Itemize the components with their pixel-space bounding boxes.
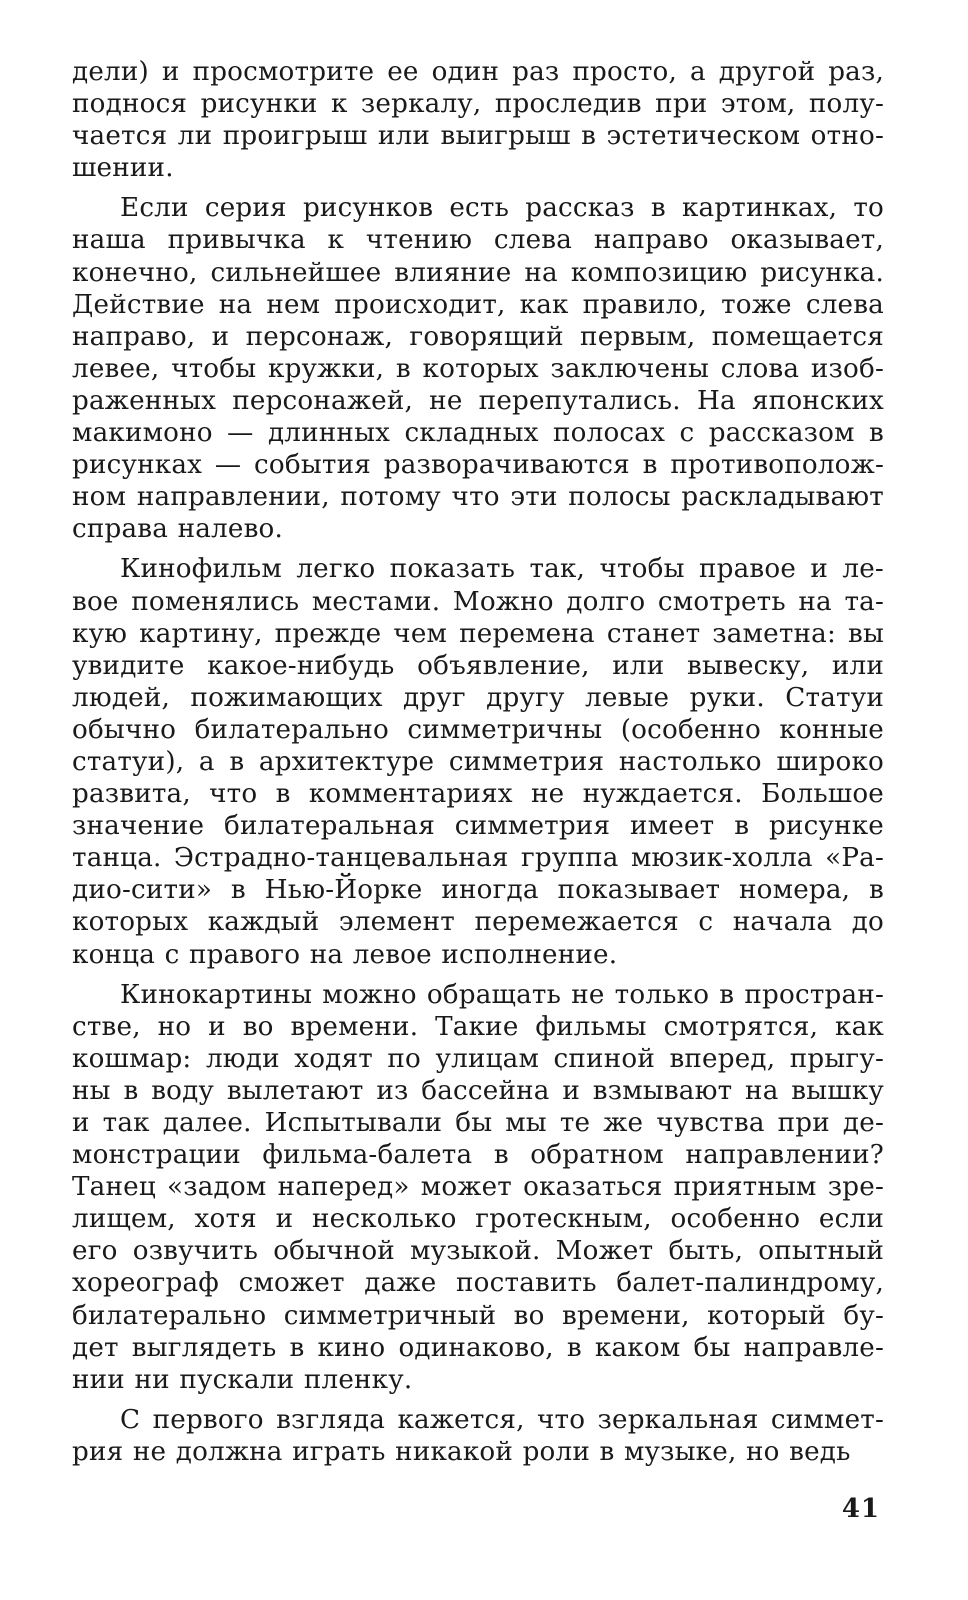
paragraph-gap <box>72 545 884 553</box>
text-line: Танец «задом наперед» может оказаться приятным зре- <box>72 1172 884 1203</box>
paragraph-gap <box>72 184 884 192</box>
text-line: чается ли проигрыш или выигрыш в эстетическом отно- <box>72 121 884 152</box>
text-line: наша привычка к чтению слева направо оказывает, <box>72 225 884 256</box>
text-line: ном направлении, потому что эти полосы раскладывают <box>72 482 884 513</box>
text-line: дет выглядеть в кино одинаково, в каком бы направле- <box>72 1332 884 1363</box>
text-line: раженных персонажей, не перепутались. На японских <box>72 385 884 416</box>
text-line: вое поменялись местами. Можно долго смотреть на та- <box>72 586 884 617</box>
text-line: дели) и просмотрите ее один раз просто, а другой раз, <box>72 57 884 87</box>
text-line: хореограф сможет даже поставить балет-палиндрому, <box>72 1268 884 1299</box>
text-line: танца. Эстрадно-танцевальная группа мюзик-холла «Ра- <box>72 843 884 874</box>
paragraph-gap <box>72 971 884 979</box>
text-line: рисунках — события разворачиваются в противополож- <box>72 450 884 481</box>
book-page <box>72 56 884 1546</box>
text-line: монстрации фильма-балета в обратном направлении? <box>72 1140 884 1171</box>
text-line: людей, пожимающих друг другу левые руки. Статуи <box>72 682 884 713</box>
text-line: Если серия рисунков есть рассказ в картинках, то <box>120 193 884 224</box>
text-line: левее, чтобы кружки, в которых заключены слова изоб- <box>72 353 884 384</box>
text-line: кошмар: люди ходят по улицам спиной вперед, прыгу- <box>72 1043 884 1074</box>
paragraph <box>72 553 884 970</box>
text-line: С первого взгляда кажется, что зеркальная симмет- <box>120 1404 884 1435</box>
text-line: обычно билатерально симметричны (особенно конные <box>72 714 884 745</box>
text-line: рия не должна играть никакой роли в музыке, но ведь <box>72 1436 851 1467</box>
text-line: направо, и персонаж, говорящий первым, помещается <box>72 321 884 352</box>
text-line: кую картину, прежде чем перемена станет заметна: вы <box>72 618 884 649</box>
text-line: макимоно — длинных складных полосах с рассказом в <box>72 418 884 449</box>
text-line: Кинокартины можно обращать не только в простран- <box>120 979 884 1010</box>
text-line: лищем, хотя и несколько гротескным, особенно если <box>72 1204 884 1235</box>
text-line: шении. <box>72 153 174 184</box>
text-line: дио-сити» в Нью-Йорке иногда показывает номера, в <box>72 875 884 906</box>
text-line: значение билатеральная симметрия имеет в рисунке <box>72 811 884 842</box>
text-line: его озвучить обычной музыкой. Может быть, опытный <box>72 1236 884 1267</box>
page-number: 41 <box>841 1494 880 1524</box>
text-line: увидите какое-нибудь объявление, или вывеску, или <box>72 650 884 681</box>
text-line: конца с правого на левое исполнение. <box>72 939 618 970</box>
text-line: статуи), а в архитектуре симметрия настолько широко <box>72 746 884 777</box>
text-line: справа налево. <box>72 514 284 545</box>
text-line: развита, что в комментариях не нуждается. Большое <box>72 779 884 810</box>
text-line: Действие на нем происходит, как правило, тоже слева <box>72 289 884 320</box>
paragraph <box>72 979 884 1396</box>
text-line: ны в воду вылетают из бассейна и взмывают на вышку <box>72 1075 884 1106</box>
paragraph <box>72 56 884 184</box>
text-line: которых каждый элемент перемежается с начала до <box>72 907 884 938</box>
text-line: стве, но и во времени. Такие фильмы смотрятся, как <box>72 1011 884 1042</box>
text-line: поднося рисунки к зеркалу, проследив при этом, полу- <box>72 89 884 120</box>
paragraph <box>72 1404 884 1468</box>
text-line: нии ни пускали пленку. <box>72 1364 413 1395</box>
paragraph-gap <box>72 1396 884 1404</box>
text-body <box>72 56 884 1468</box>
text-line: конечно, сильнейшее влияние на композицию рисунка. <box>72 257 884 288</box>
text-line: и так далее. Испытывали бы мы те же чувства при де- <box>72 1108 884 1138</box>
text-line: билатерально симметричный во времени, который бу- <box>72 1300 884 1331</box>
paragraph <box>72 192 884 545</box>
text-line: Кинофильм легко показать так, чтобы правое и ле- <box>120 554 884 585</box>
